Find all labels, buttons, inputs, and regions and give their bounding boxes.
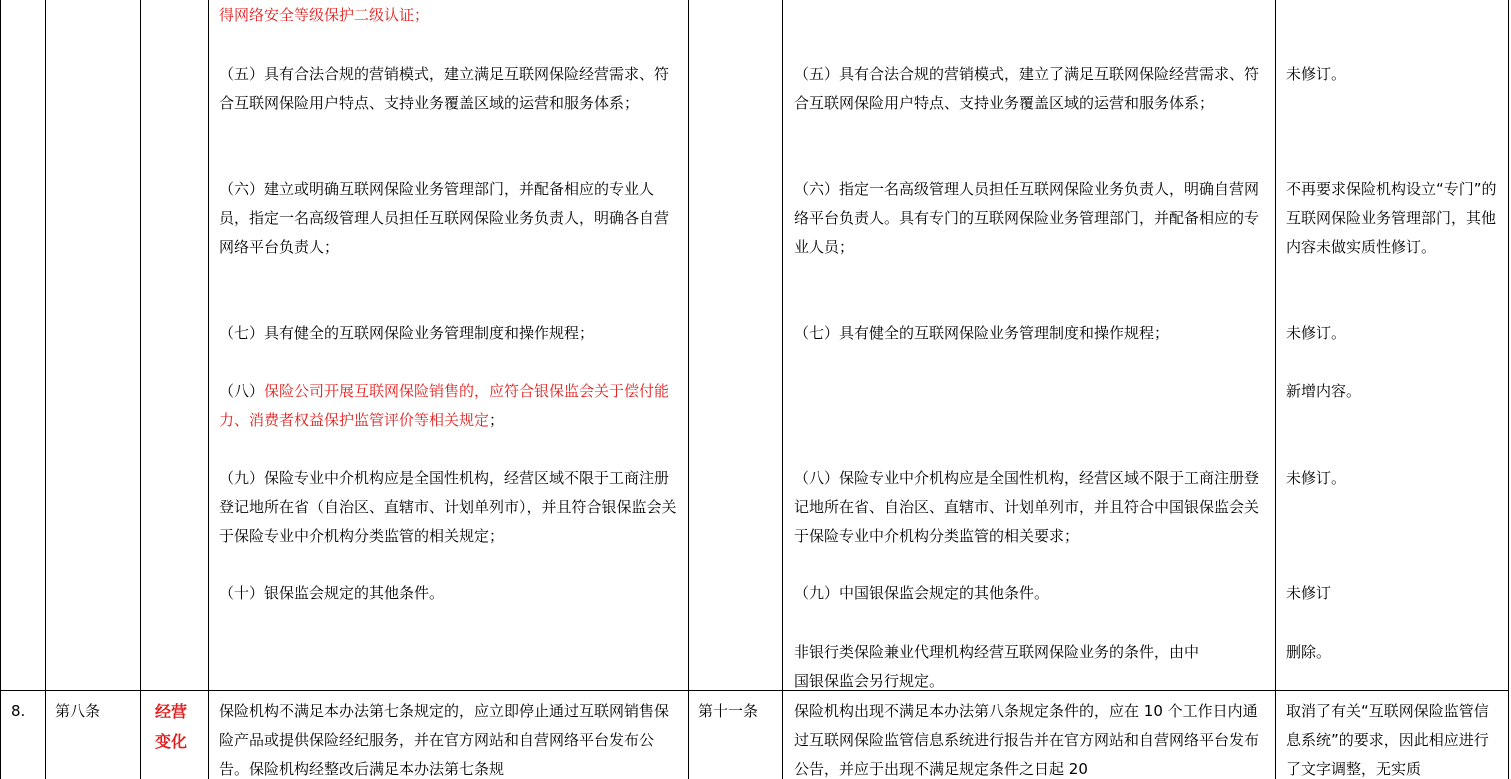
old-item-9: （九）保险专业中介机构应是全国性机构，经营区域不限于工商注册登记地所在省（自治区、直辖市、计划单列市），并且符合银保监会关于保险专业中介机构分类监管的相关规定； — [219, 469, 677, 545]
new-item-7: （七）具有健全的互联网保险业务管理制度和操作规程； — [794, 324, 1170, 342]
table-border-right — [1508, 0, 1509, 779]
old-item-8-added-text: 保险公司开展互联网保险销售的，应符合银保监会关于偿付能力、消费者权益保护监管评价等相关规定 — [219, 382, 670, 429]
new-article-number: 第八条 — [55, 702, 101, 720]
old-article-number: 第十一条 — [698, 702, 759, 720]
note-item-7: 未修订。 — [1286, 324, 1347, 342]
old-item-8-suffix: ； — [489, 411, 505, 429]
old-cert-tail: 得网络安全等级保护二级认证； — [219, 6, 430, 24]
old-item-6: （六）建立或明确互联网保险业务管理部门，并配备相应的专业人员，指定一名高级管理人员担任互联网保险业务负责人，明确各自营网络平台负责人； — [219, 180, 670, 256]
old-item-8 — [219, 377, 683, 435]
row-number: 8. — [11, 702, 26, 720]
new-item-5: （五）具有合法合规的营销模式，建立了满足互联网保险经营需求、符合互联网保险用户特点、支持业务覆盖区域的运营和服务体系； — [794, 65, 1260, 112]
column-divider — [782, 0, 783, 779]
new-non-bank-condition: 非银行类保险兼业代理机构经营互联网保险业务的条件，由中国银保监会另行规定。 — [794, 643, 1200, 690]
new-item-9: （九）中国银保监会规定的其他条件。 — [794, 584, 1050, 602]
old-item-7: （七）具有健全的互联网保险业务管理制度和操作规程； — [219, 324, 595, 342]
old-item-5: （五）具有合法合规的营销模式，建立满足互联网保险经营需求、符合互联网保险用户特点、支持业务覆盖区域的运营和服务体系； — [219, 65, 670, 112]
new-item-8: （八）保险专业中介机构应是全国性机构，经营区域不限于工商注册登记地所在省、自治区、直辖市、计划单列市，并且符合中国银保监会关于保险专业中介机构分类监管的相关要求； — [794, 469, 1260, 545]
table-border-left — [0, 0, 1, 779]
new-article-text: 保险机构不满足本办法第七条规定的，应立即停止通过互联网销售保险产品或提供保险经纪服务，并在官方网站和自营网络平台发布公告。保险机构经整改后满足本办法第七条规 — [219, 702, 670, 778]
column-divider — [140, 0, 141, 779]
change-note: 取消了有关“互联网保险监管信息系统”的要求，因此相应进行了文字调整，无实质 — [1286, 702, 1489, 778]
note-item-8: 新增内容。 — [1286, 382, 1362, 400]
new-item-6: （六）指定一名高级管理人员担任互联网保险业务负责人，明确自营网络平台负责人。具有专门的互联网保险业务管理部门，并配备相应的专业人员； — [794, 180, 1260, 256]
change-category: 经营变化 — [155, 702, 188, 751]
note-item-9: 未修订。 — [1286, 469, 1347, 487]
column-divider — [208, 0, 209, 779]
old-item-10: （十）银保监会规定的其他条件。 — [219, 584, 445, 602]
note-deleted: 删除。 — [1286, 643, 1332, 661]
old-article-text: 保险机构出现不满足本办法第八条规定条件的，应在 10 个工作日内通过互联网保险监管信息系统进行报告并在官方网站和自营网络平台发布公告，并应于出现不满足规定条件之日起 20 — [794, 702, 1260, 778]
note-item-5: 未修订。 — [1286, 65, 1347, 83]
column-divider — [1275, 0, 1276, 779]
row-divider — [0, 690, 1509, 691]
column-divider — [688, 0, 689, 779]
note-item-10: 未修订 — [1286, 584, 1332, 602]
column-divider — [45, 0, 46, 779]
note-item-6: 不再要求保险机构设立“专门”的互联网保险业务管理部门，其他内容未做实质性修订。 — [1286, 180, 1497, 256]
old-item-8-prefix: （八） — [219, 382, 265, 400]
